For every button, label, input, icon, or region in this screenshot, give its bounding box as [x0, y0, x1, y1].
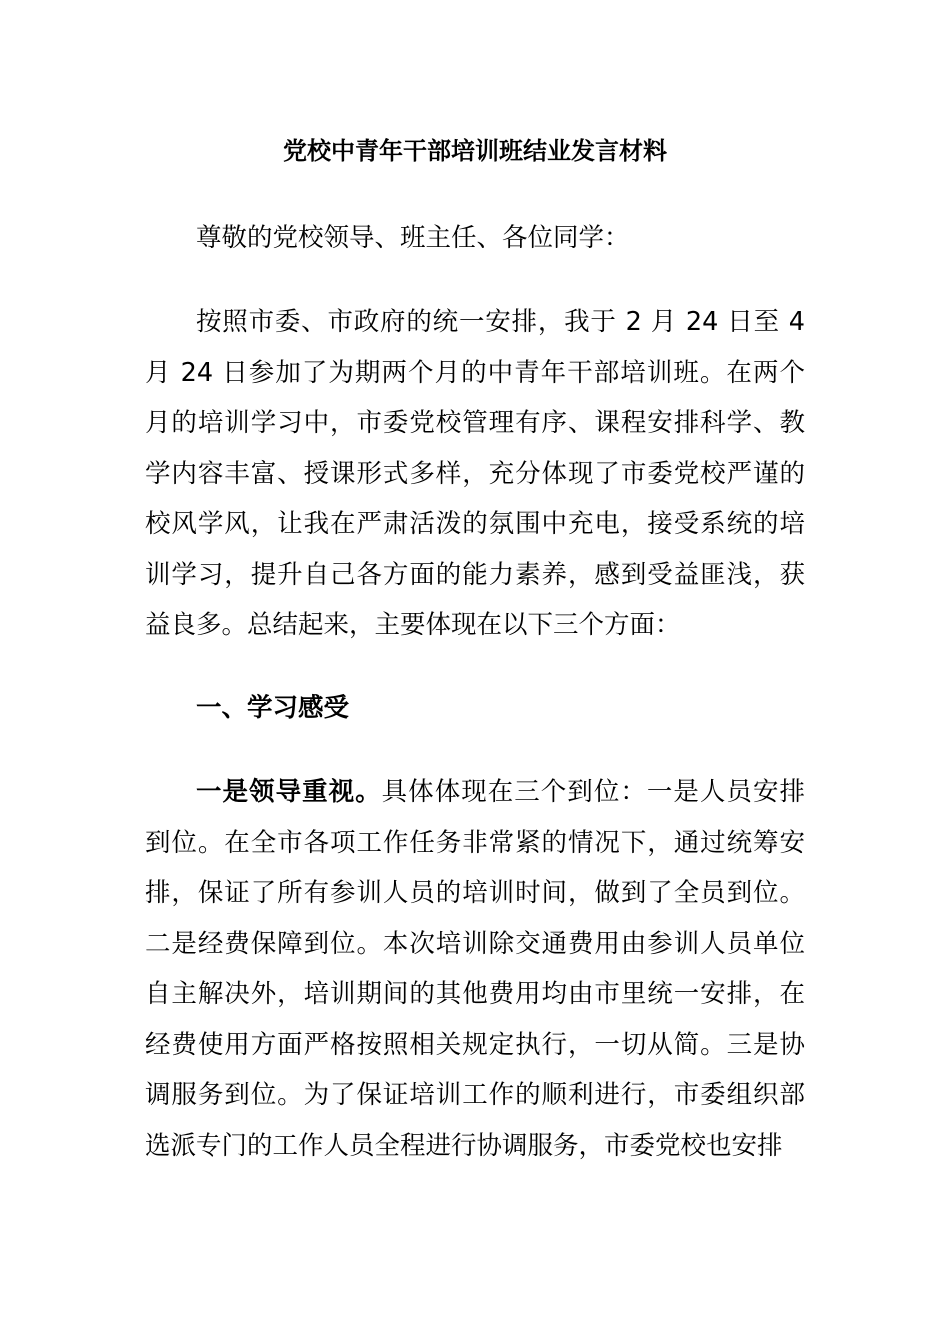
- section-heading: 一、学习感受: [196, 693, 350, 723]
- paragraph-body-text: 具体体现在三个到位：一是人员安排到位。在全市各项工作任务非常紧的情况下，通过统筹安排，保证了所有参训人员的培训时间，做到了全员到位。二是经费保障到位。本次培训除交通费用由参训人员单位自主解决外，培训期间的其他费用均由市里统一安排，在经费使用方面严格按照相关规定执行，一切从简。三是协调服务到位。为了保证培训工作的顺利进行，市委组织部选派专门的工作人员全程进行协调服务，市委党校也安排: [145, 777, 805, 1161]
- paragraph-leadership: [145, 767, 805, 1171]
- paragraph-lead-phrase: 一是领导重视。: [196, 777, 382, 807]
- document-title: 党校中青年干部培训班结业发言材料: [283, 137, 667, 165]
- salutation: 尊敬的党校领导、班主任、各位同学：: [196, 223, 630, 253]
- paragraph-intro: 按照市委、市政府的统一安排，我于 2 月 24 日至 4 月 24 日参加了为期两个月的中青年干部培训班。在两个月的培训学习中，市委党校管理有序、课程安排科学、教学内容丰富、授课形式多样，充分体现了市委党校严谨的校风学风，让我在严肃活泼的氛围中充电，接受系统的培训学习，提升自己各方面的能力素养，感到受益匪浅，获益良多。总结起来，主要体现在以下三个方面：: [145, 307, 805, 640]
